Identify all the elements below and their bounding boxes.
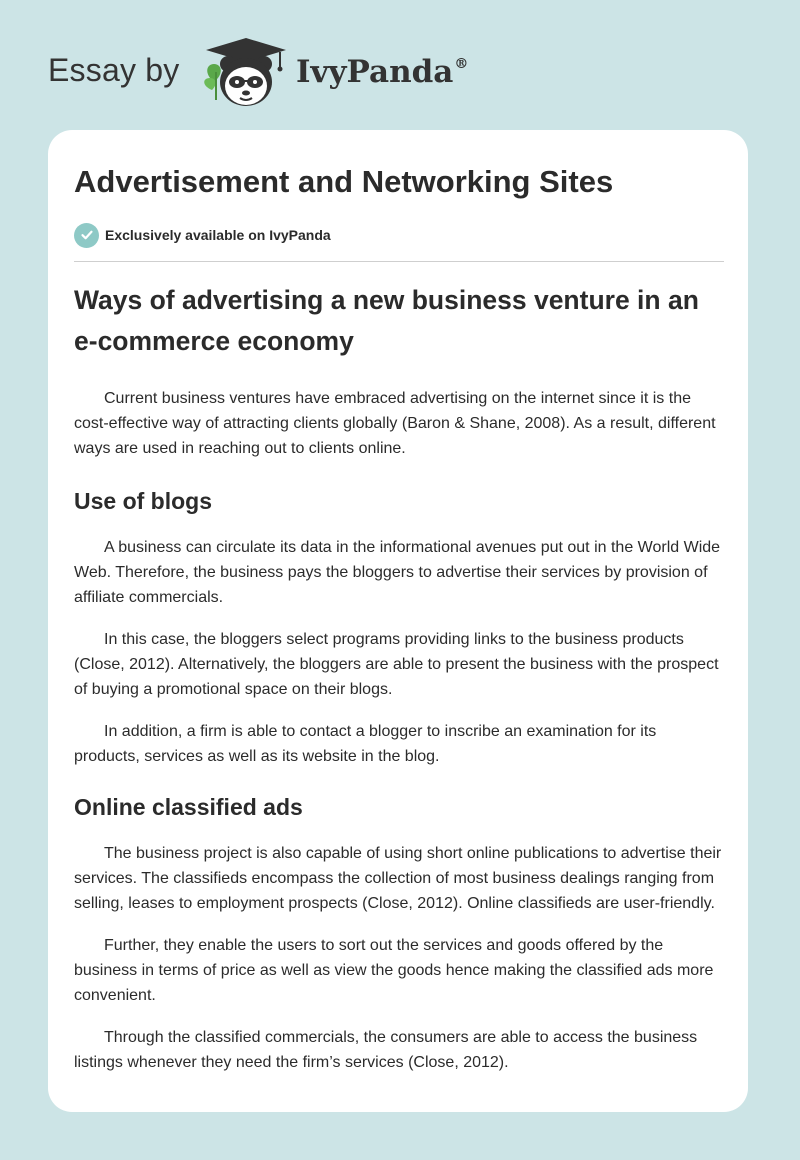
paragraph: In this case, the bloggers select programs providing links to the business products (Close, 2012). Alternatively, the bloggers are able to present the business with the prospect of buying a promotional space on their blogs. bbox=[74, 631, 719, 698]
essay-by-label: Essay by bbox=[48, 52, 180, 88]
essay-card bbox=[48, 130, 748, 1112]
section-heading-blogs: Use of blogs bbox=[74, 488, 213, 514]
section-heading-classified: Online classified ads bbox=[74, 794, 303, 820]
essay-title: Advertisement and Networking Sites bbox=[74, 164, 614, 199]
divider bbox=[74, 261, 724, 262]
paragraph: In addition, a firm is able to contact a blogger to inscribe an examination for its products, services as well as its website in the blog. bbox=[74, 723, 657, 765]
exclusive-badge-text: Exclusively available on IvyPanda bbox=[105, 227, 331, 243]
paragraph: Through the classified commercials, the consumers are able to access the business listings whenever they need the firm’s services (Close, 2012). bbox=[74, 1029, 698, 1071]
paragraph: Further, they enable the users to sort out the services and goods offered by the business in terms of price as well as view the goods hence making the classified ads more convenient. bbox=[74, 937, 714, 1004]
registered-mark: ® bbox=[454, 56, 469, 72]
check-circle-icon bbox=[74, 223, 99, 248]
site-header bbox=[0, 0, 800, 130]
paragraph-intro: Current business ventures have embraced advertising on the internet since it is the cost-effective way of attracting clients globally (Baron & Shane, 2008). As a result, different ways are used in reaching out to clients online. bbox=[74, 390, 716, 457]
section-heading-main: Ways of advertising a new business venture in an e-commerce economy bbox=[74, 285, 699, 356]
exclusive-badge bbox=[74, 222, 331, 248]
brand-text: IvyPanda bbox=[296, 54, 454, 90]
ivy-leaf-icon bbox=[204, 64, 221, 100]
essay-body bbox=[74, 280, 724, 1075]
panda-graduate-logo-icon[interactable] bbox=[200, 34, 292, 110]
brand-name[interactable] bbox=[296, 54, 468, 90]
paragraph: A business can circulate its data in the informational avenues put out in the World Wide Web. Therefore, the business pays the bloggers to advertise their services by provision of affiliate commercials. bbox=[74, 539, 721, 606]
paragraph: The business project is also capable of using short online publications to advertise their services. The classifieds encompass the collection of most business dealings ranging from selling, leases to employment prospects (Close, 2012). Online classifieds are user-friendly. bbox=[74, 845, 722, 912]
